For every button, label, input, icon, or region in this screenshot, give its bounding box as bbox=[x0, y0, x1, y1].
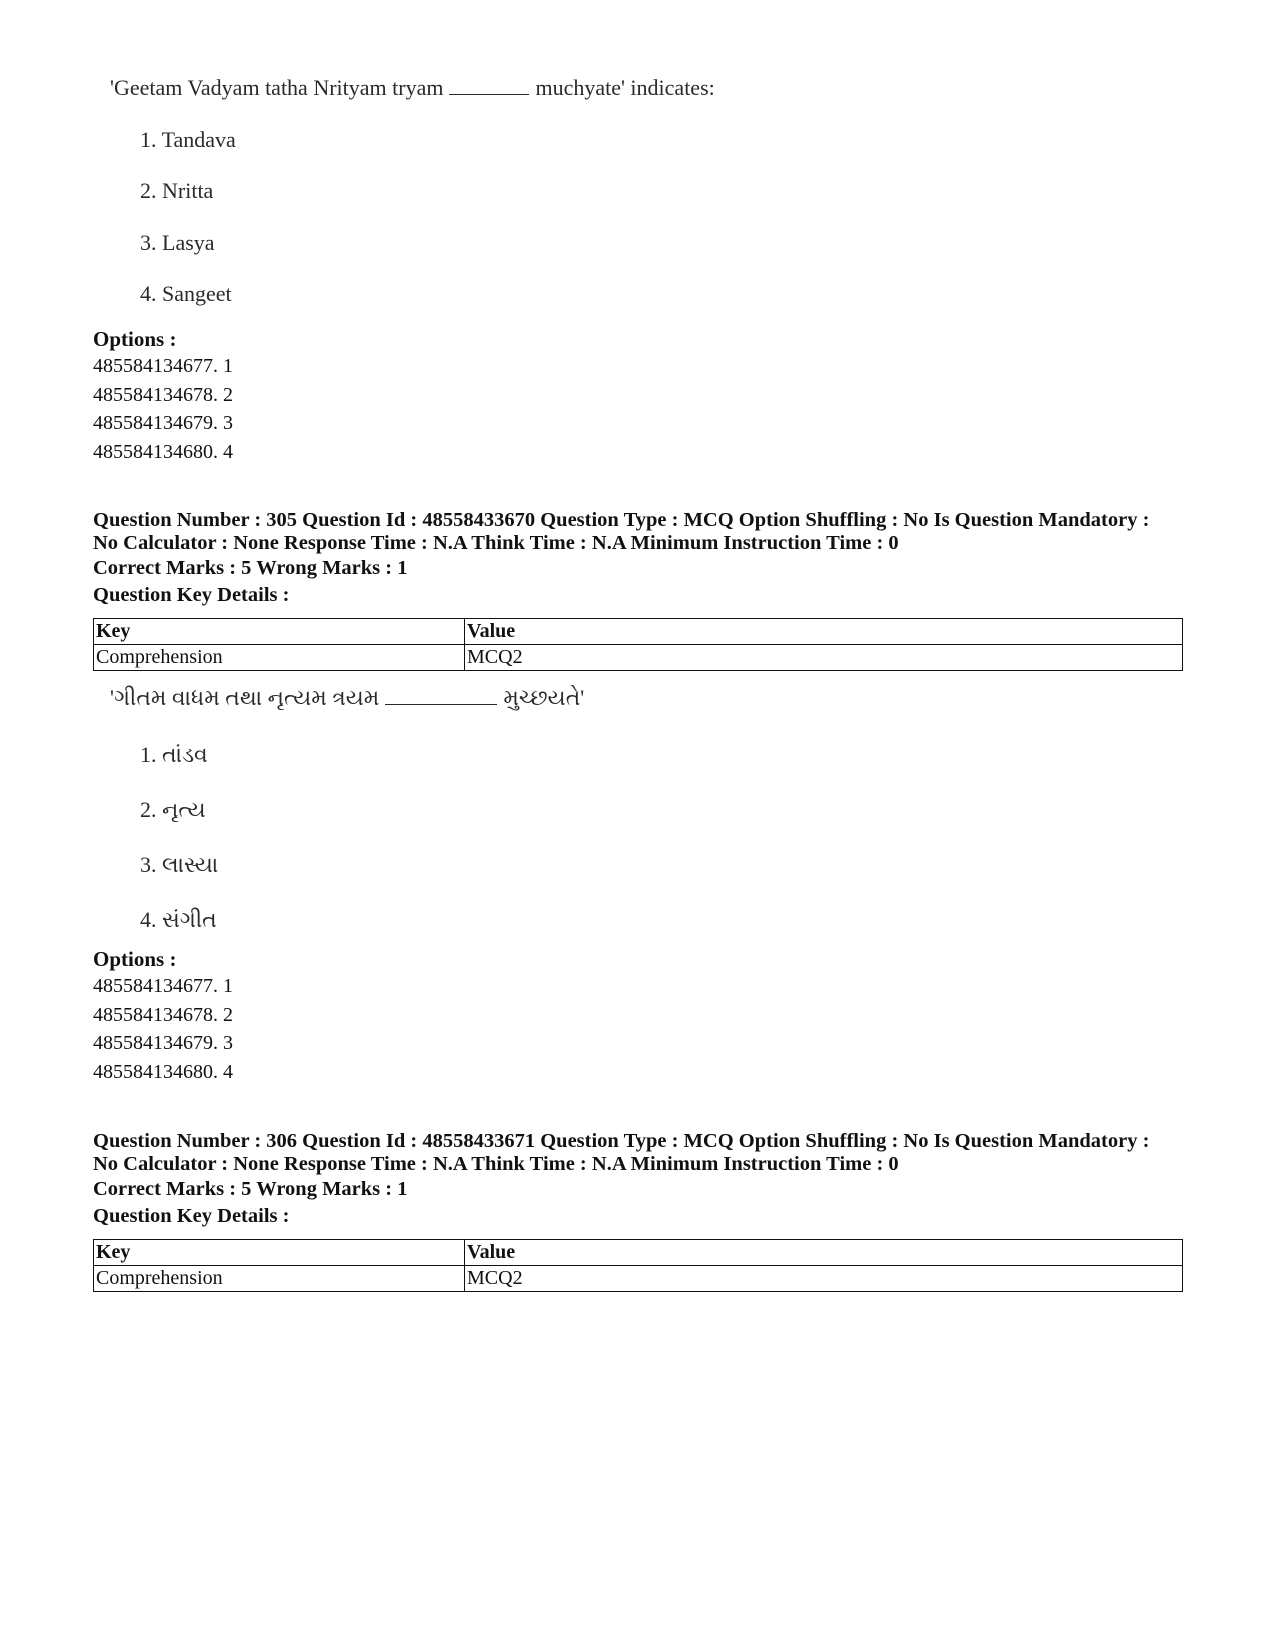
table-header-row bbox=[94, 619, 1183, 645]
blank-line bbox=[449, 76, 529, 95]
choice-2: 2. Nritta bbox=[140, 178, 214, 203]
stem-after: muchyate' indicates: bbox=[535, 75, 715, 100]
table-row bbox=[94, 1266, 1183, 1292]
header-value: Value bbox=[465, 1240, 1183, 1266]
question-304-stem bbox=[110, 74, 810, 102]
option-line: 485584134679. 3 bbox=[93, 412, 233, 434]
option-line: 485584134680. 4 bbox=[93, 440, 233, 463]
question-305-meta bbox=[93, 509, 1193, 609]
cell-value: MCQ2 bbox=[465, 645, 1183, 671]
option-line: 485584134680. 4 bbox=[93, 1060, 233, 1083]
cell-key: Comprehension bbox=[94, 1266, 465, 1292]
options-list-305 bbox=[93, 946, 1193, 1086]
option-line: 485584134678. 2 bbox=[93, 383, 233, 406]
choice-2: 2. નૃત્ય bbox=[140, 797, 206, 822]
header-key: Key bbox=[94, 1240, 465, 1266]
option-line: 485584134679. 3 bbox=[93, 1032, 233, 1054]
marks-line: Correct Marks : 5 Wrong Marks : 1 bbox=[93, 1178, 408, 1200]
choice-1: 1. તાંડવ bbox=[140, 742, 208, 767]
option-line: 485584134677. 1 bbox=[93, 355, 233, 377]
key-details-title: Question Key Details : bbox=[93, 1205, 290, 1227]
stem-before: 'Geetam Vadyam tatha Nrityam tryam bbox=[110, 75, 444, 100]
question-306-meta bbox=[93, 1130, 1193, 1230]
cell-key: Comprehension bbox=[94, 645, 465, 671]
option-line: 485584134677. 1 bbox=[93, 975, 233, 997]
marks-line: Correct Marks : 5 Wrong Marks : 1 bbox=[93, 557, 408, 579]
options-list-304 bbox=[93, 326, 1193, 466]
meta-line-1: Question Number : 306 Question Id : 48558433671 Question Type : MCQ Option Shuffling : No Is Question Mandatory : bbox=[93, 1130, 1150, 1152]
key-details-title: Question Key Details : bbox=[93, 584, 290, 606]
options-title: Options : bbox=[93, 327, 177, 351]
key-details-table-305 bbox=[93, 618, 1183, 671]
choice-3: 3. લાસ્યા bbox=[140, 852, 219, 877]
header-key: Key bbox=[94, 619, 465, 645]
meta-line-1: Question Number : 305 Question Id : 48558433670 Question Type : MCQ Option Shuffling : No Is Question Mandatory : bbox=[93, 509, 1150, 531]
table-row bbox=[94, 645, 1183, 671]
choice-1: 1. Tandava bbox=[140, 127, 236, 152]
question-304-image bbox=[110, 74, 810, 102]
key-details-table-306 bbox=[93, 1239, 1183, 1292]
blank-line bbox=[385, 686, 497, 705]
option-line: 485584134678. 2 bbox=[93, 1003, 233, 1026]
table-header-row bbox=[94, 1240, 1183, 1266]
options-title: Options : bbox=[93, 947, 177, 971]
choice-4: 4. સંગીત bbox=[140, 907, 217, 932]
stem-before: 'ગીતમ વાધમ તથા નૃત્યમ ત્રયમ bbox=[110, 685, 380, 710]
question-305-stem bbox=[110, 684, 810, 712]
choice-4: 4. Sangeet bbox=[140, 281, 232, 306]
meta-line-2: No Calculator : None Response Time : N.A Think Time : N.A Minimum Instruction Time : 0 bbox=[93, 532, 899, 554]
choice-3: 3. Lasya bbox=[140, 230, 215, 255]
question-305-image bbox=[110, 684, 810, 712]
meta-line-2: No Calculator : None Response Time : N.A Think Time : N.A Minimum Instruction Time : 0 bbox=[93, 1153, 899, 1175]
stem-after: મુચ્છયતે' bbox=[503, 685, 585, 710]
cell-value: MCQ2 bbox=[465, 1266, 1183, 1292]
header-value: Value bbox=[465, 619, 1183, 645]
